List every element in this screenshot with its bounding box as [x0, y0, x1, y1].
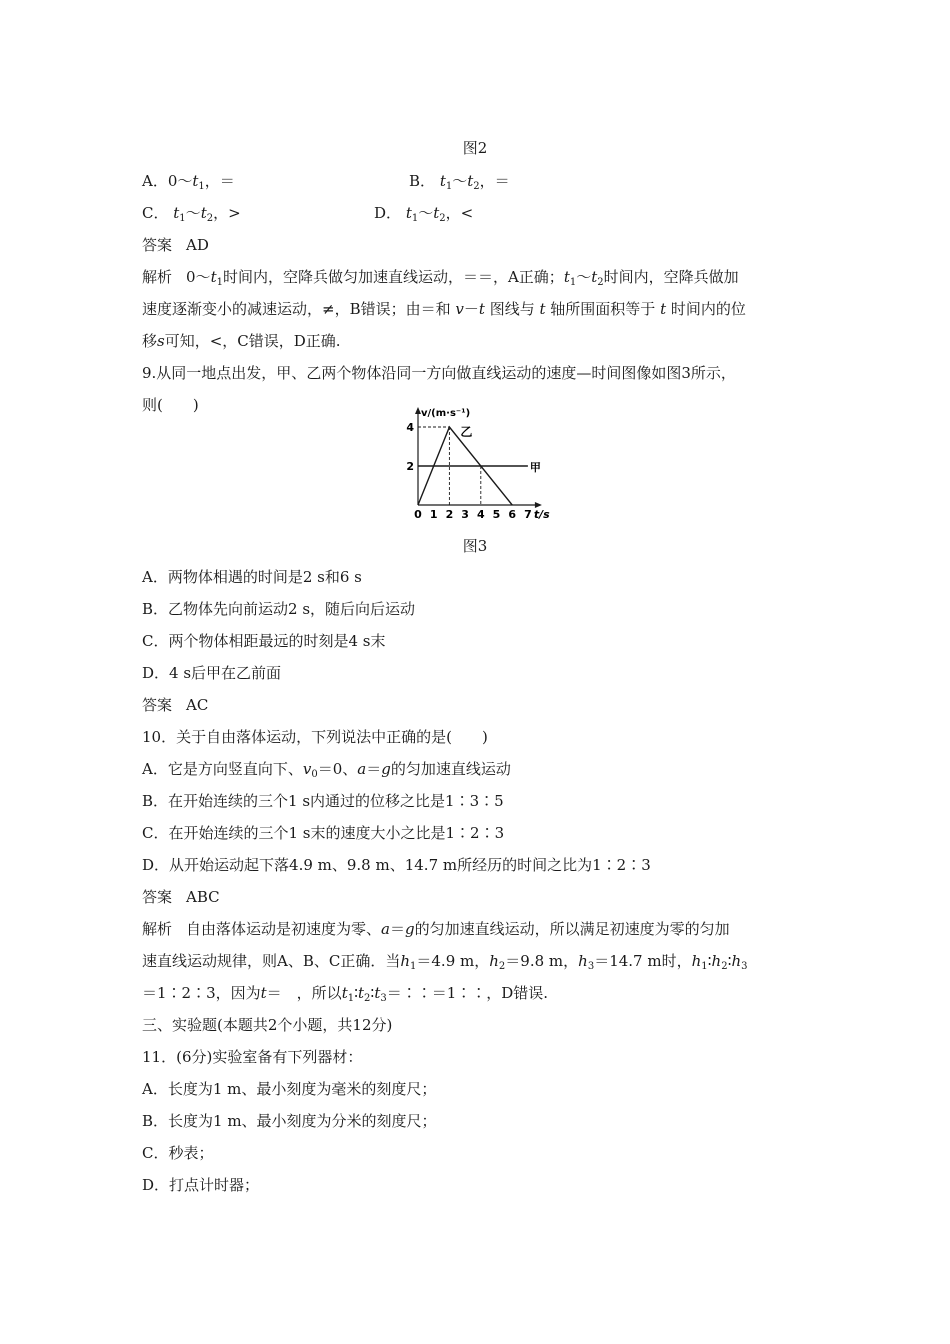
y-tick-label-4: 4	[406, 421, 414, 434]
q10-option-d: D．从开始运动起下落4.9 m、9.8 m、14.7 m所经历的时间之比为1∶2∶3	[142, 856, 651, 874]
q11-option-d: D．打点计时器；	[142, 1176, 260, 1194]
figure-3-caption: 图3	[462, 537, 488, 555]
q8-option-b: B． $t_1\sim t_2$，＝	[409, 172, 510, 192]
q9-option-c: C．两个物体相距最远的时刻是4 s末	[142, 632, 386, 650]
q10-stem: 10．关于自由落体运动，下列说法中正确的是( )	[142, 728, 488, 746]
q8-answer: 答案 AD	[142, 236, 209, 254]
figure-2-caption: 图2	[462, 139, 488, 157]
q10-option-a: A．它是方向竖直向下、$v_0=0$、a＝g的匀加速直线运动	[142, 760, 511, 780]
q11-option-b: B．长度为1 m、最小刻度为分米的刻度尺；	[142, 1112, 437, 1130]
series-label-yi: 乙	[460, 424, 473, 439]
q9-stem-line-1: 9.从同一地点出发，甲、乙两个物体沿同一方向做直线运动的速度—时间图像如图3所示，	[142, 364, 736, 382]
q10-analysis-line-2: 速直线运动规律，则A、B、C正确．当$h_1=4.9$ m，$h_2=9.8$ m，$h_3=14.7$ m时，$h_1∶h_2∶h_3$	[142, 952, 748, 972]
q10-analysis-line-3: ＝1∶2∶3，因为t＝ ，所以$t_1∶t_2∶t_3=∶∶=1∶∶$，D错误.	[142, 984, 549, 1004]
x-tick-label-5: 5	[492, 508, 501, 521]
q8-analysis-line-2: 速度逐渐变小的减速运动，≠，B错误；由＝和 v－t 图线与 t 轴所围面积等于 t 时间内的位	[142, 300, 746, 318]
q9-answer: 答案 AC	[142, 696, 209, 714]
x-tick-label-0: 0	[414, 508, 422, 521]
q9-stem-line-2: 则( )	[142, 396, 199, 414]
q9-option-a: A．两物体相遇的时间是2 s和6 s	[142, 568, 362, 586]
x-tick-label-3: 3	[461, 508, 469, 521]
q8-option-c: C． $t_1\sim t_2$，>	[142, 204, 241, 224]
q9-option-d: D．4 s后甲在乙前面	[142, 664, 282, 682]
q8-option-a: A．$0\sim t_1$，＝	[142, 172, 235, 192]
vt-graph	[404, 405, 554, 525]
q10-option-b: B．在开始连续的三个1 s内通过的位移之比是1∶3∶5	[142, 792, 504, 810]
q10-answer: 答案 ABC	[142, 888, 220, 906]
q8-analysis-line-3: 移s可知，<，C错误，D正确.	[142, 332, 341, 350]
x-tick-label-6: 6	[508, 508, 517, 521]
series-label-jia: 甲	[529, 461, 541, 474]
section-3-heading: 三、实验题(本题共2个小题，共12分)	[142, 1016, 393, 1034]
q10-analysis-line-1: 解析 自由落体运动是初速度为零、a＝g的匀加速直线运动，所以满足初速度为零的匀加	[142, 920, 730, 938]
x-tick-label-2: 2	[445, 508, 454, 521]
q9-option-b: B．乙物体先向前运动2 s，随后向后运动	[142, 600, 416, 618]
q8-analysis-line-1: 解析 $0\sim t_1$时间内，空降兵做匀加速直线运动，＝＝，A正确；$t_1\sim t_2$时间内，空降兵做加	[142, 268, 739, 288]
x-tick-label-4: 4	[476, 508, 485, 521]
q8-option-d: D． $t_1\sim t_2$，<	[374, 204, 474, 224]
q11-option-a: A．长度为1 m、最小刻度为毫米的刻度尺；	[142, 1080, 437, 1098]
y-tick-label-2: 2	[406, 460, 414, 473]
x-tick-label-7: 7	[524, 508, 532, 521]
x-axis-label: t/s	[533, 508, 550, 521]
y-axis-label: v/(m·s⁻¹)	[421, 408, 471, 419]
q10-option-c: C．在开始连续的三个1 s末的速度大小之比是1∶2∶3	[142, 824, 505, 842]
x-tick-label-1: 1	[429, 508, 438, 521]
q11-stem: 11．(6分)实验室备有下列器材：	[142, 1048, 363, 1066]
q11-option-c: C．秒表；	[142, 1144, 214, 1162]
